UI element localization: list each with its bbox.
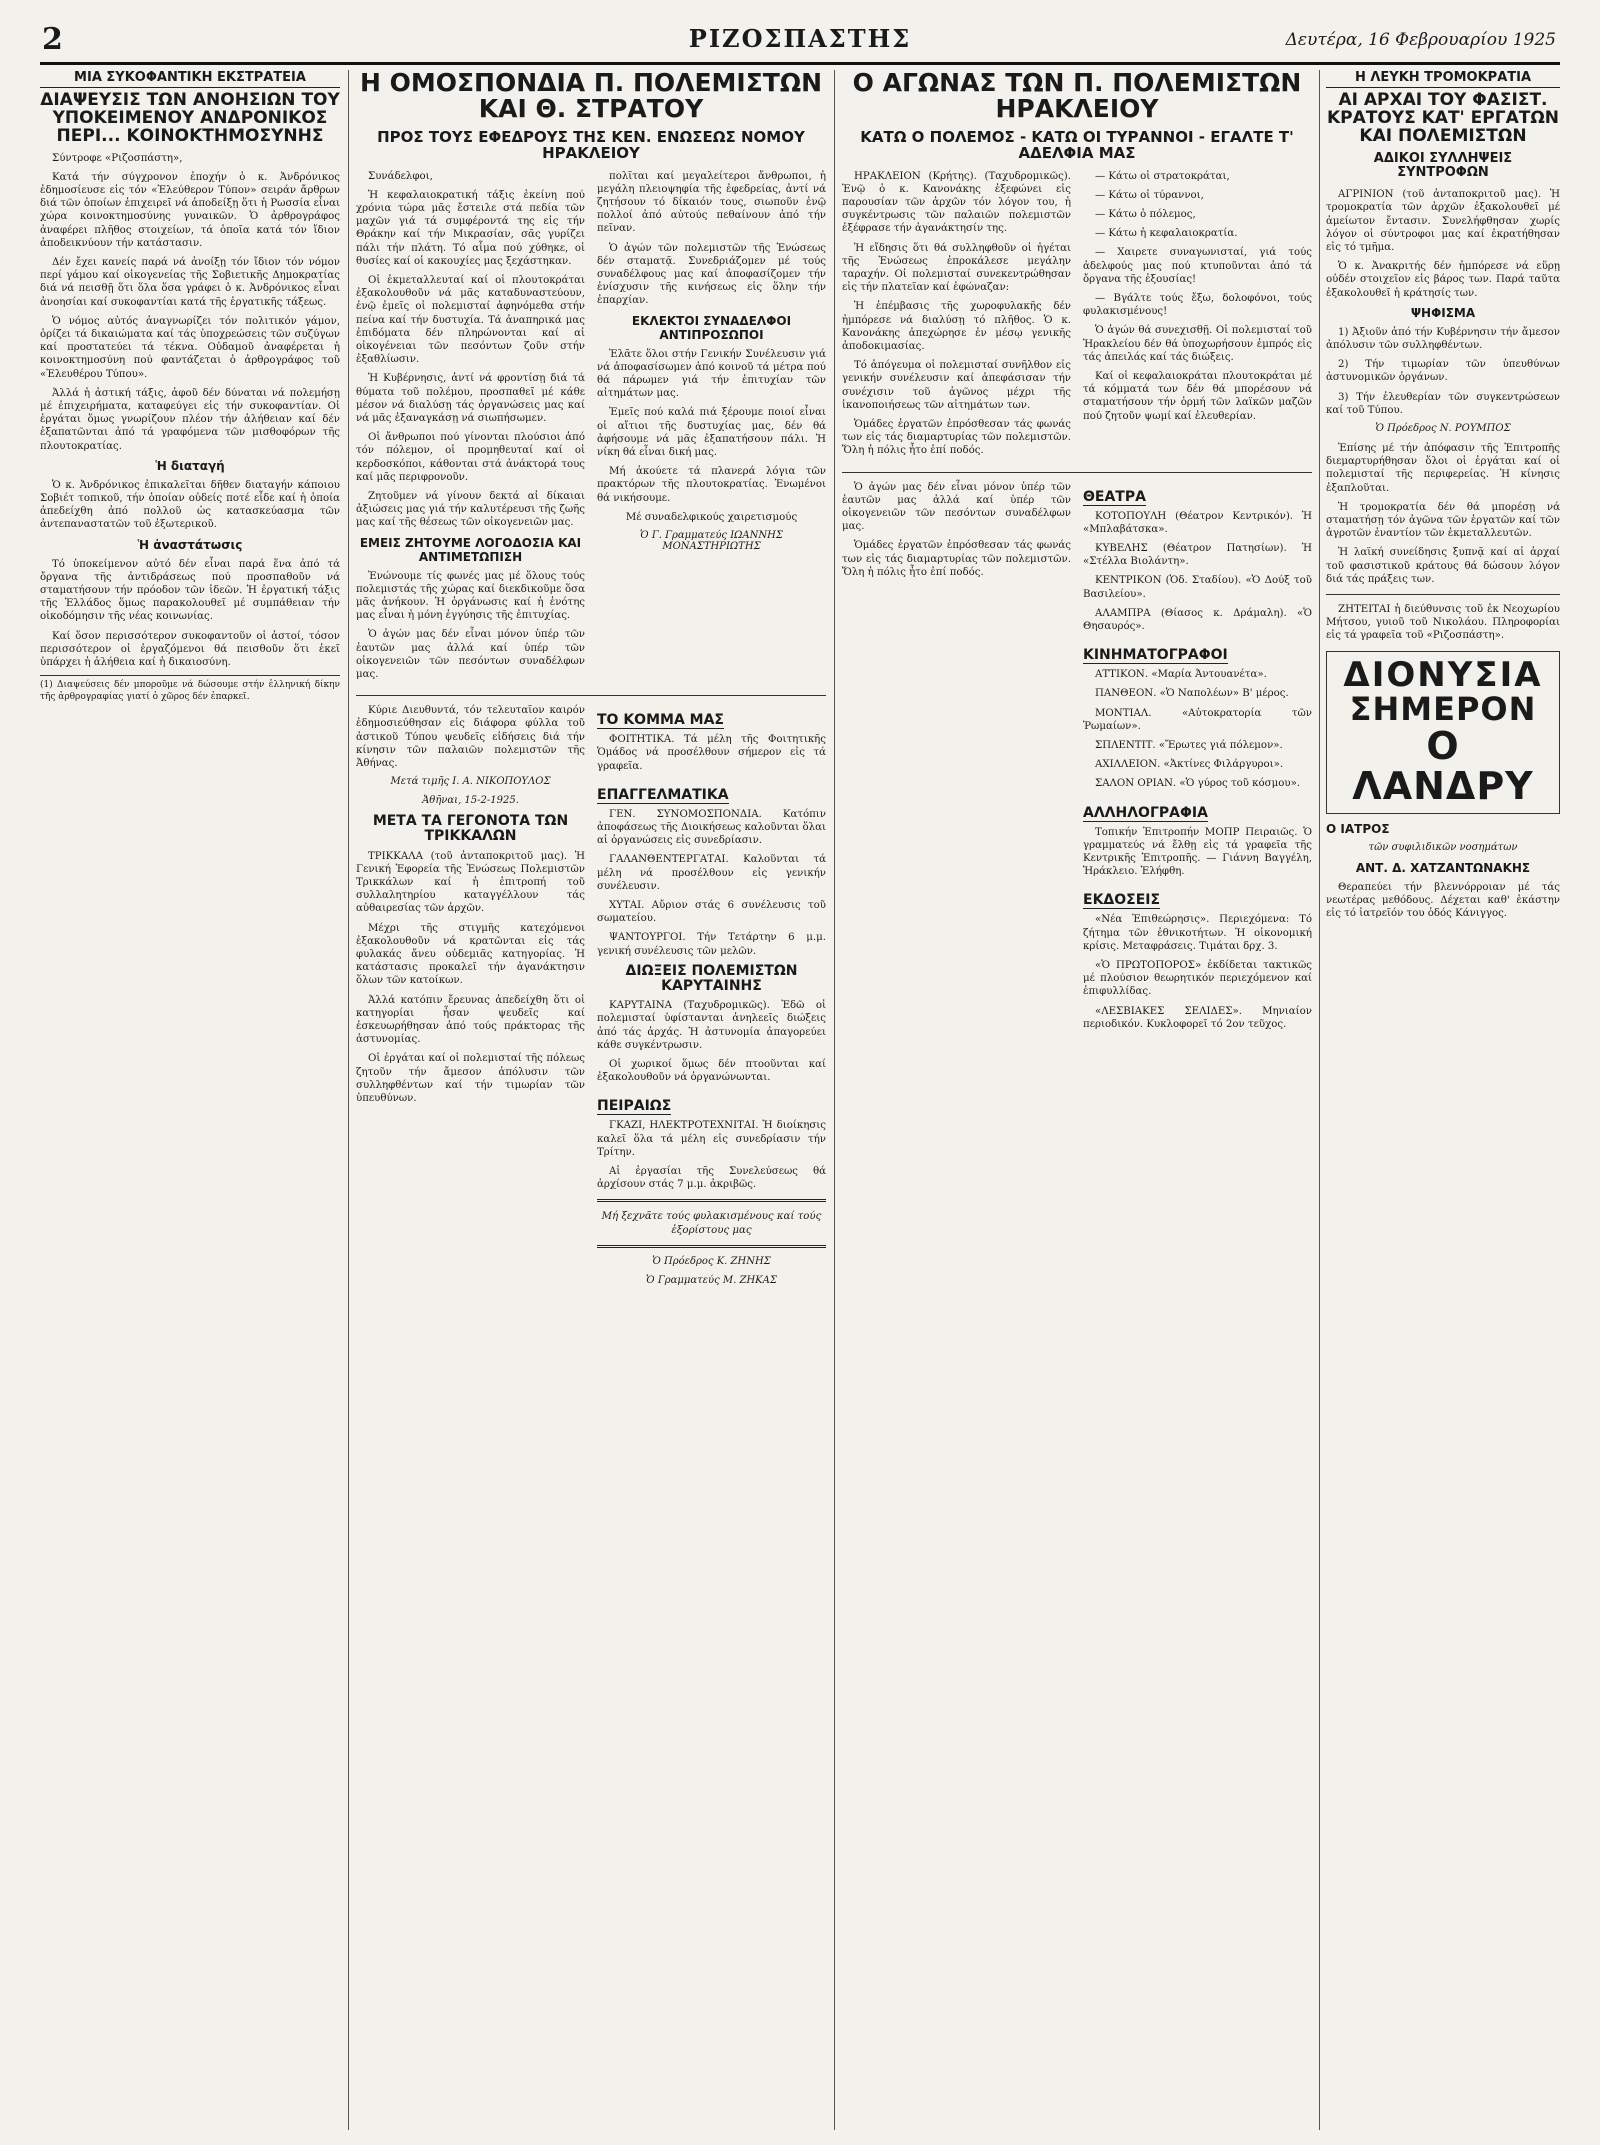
shout-line: — Κάτω οἱ στρατοκράται, bbox=[1095, 170, 1230, 182]
paragraph: ΑΓΡΙΝΙΟΝ (τοῦ ἀνταποκριτοῦ μας). Ἡ τρομοκρατία τῶν ἀρχῶν ἐξακολουθεῖ μέ ἀμείωτον ἔντασιν. Συνελήφθησαν χωρίς λόγον οἱ σύντροφοι μας καί ἐκρατήθησαν εἰς τό τμῆμα. bbox=[1326, 189, 1560, 253]
paragraph: Σύντροφε «Ριζοσπάστη», bbox=[52, 152, 183, 164]
paragraph: ΓΑΛΑΝΘΕΝΤΕΡΓΑΤΑΙ. Καλοῦνται τά μέλη νά προσέλθουν εἰς γενικήν συνέλευσιν. bbox=[597, 854, 826, 892]
subcolumn-left bbox=[356, 704, 585, 1294]
shout-line: — Κάτω οἱ τύραννοι, bbox=[1095, 189, 1204, 201]
ad-line: ΣΗΜΕΡΟΝ bbox=[1349, 690, 1537, 729]
paragraph: Ἐπίσης μέ τήν ἀπόφασιν τῆς Ἐπιτροπῆς διεμαρτυρήθησαν ὅλοι οἱ ἐργάται καί οἱ πολεμισταί τῆς περιφερείας. Ἡ κίνησις ἐξαπλοῦται. bbox=[1326, 442, 1560, 494]
paragraph: ΧΥΤΑΙ. Αὔριον στάς 6 συνέλευσις τοῦ σωματείου. bbox=[597, 900, 826, 925]
cinema-item: ΜΟΝΤΙΑΛ. «Αὐτοκρατορία τῶν Ῥωμαίων». bbox=[1083, 707, 1312, 732]
section-title: ΑΛΛΗΛΟΓΡΑΦΙΑ bbox=[1083, 804, 1208, 821]
paragraph: 2) Τήν τιμωρίαν τῶν ὑπευθύνων ἀστυνομικῶν ὀργάνων. bbox=[1326, 359, 1560, 384]
letter-place: Ἀθῆναι, 15-2-1925. bbox=[422, 795, 519, 807]
paragraph: «ΛΕΣΒΙΑΚΕΣ ΣΕΛΙΔΕΣ». Μηνιαίον περιοδικόν. Κυκλοφορεῖ τό 2ον τεῦχος. bbox=[1083, 1005, 1312, 1030]
signature: Ὁ Γραμματεύς Μ. ΖΗΚΑΣ bbox=[646, 1274, 777, 1286]
paragraph: Ὁ κ. Ἀνδρόνικος ἐπικαλεῖται δῆθεν διαταγήν κάποιου Σοβιέτ τοπικοῦ, τήν ὁποίαν οὐδείς ποτέ εἶδε καί ἡ ὁποία ἀπεδείχθη ἀπό πολλοῦ ὡς κατασκεύασμα τῶν ἀντεπαναστατῶν τοῦ ἐξωτερικοῦ. bbox=[40, 479, 340, 531]
divider bbox=[1326, 594, 1560, 595]
paragraph: Ὁ ἀγών μας δέν εἶναι μόνον ὑπέρ τῶν ἑαυτῶν μας ἀλλά καί ὑπέρ τῶν οἰκογενειῶν τῶν πεσόντων συναδέλφων μας. bbox=[842, 481, 1071, 533]
subcolumn-right bbox=[597, 704, 826, 1294]
doctor-name: ΑΝΤ. Δ. ΧΑΤΖΑΝΤΩΝΑΚΗΣ bbox=[1355, 860, 1531, 875]
paragraph: Ἡ εἴδησις ὅτι θά συλληφθοῦν οἱ ἡγέται τῆς Ἑνώσεως ἐπροκάλεσε μεγάλην ταραχήν. Οἱ πολεμισταί συνεκεντρώθησαν εἰς τήν πλατεῖαν καί ἐφώναζαν: bbox=[842, 242, 1071, 294]
paragraph: Ὁ ἀγών μας δέν εἶναι μόνον ὑπέρ τῶν ἑαυτῶν μας ἀλλά καί ὑπέρ τῶν οἰκογενειῶν τῶν πεσόντων συναδέλφων μας. bbox=[356, 629, 585, 680]
salutation: Συνάδελφοι, bbox=[368, 170, 433, 182]
paragraph: Ὁμάδες ἐργατῶν ἐπρόσθεσαν τάς φωνάς των εἰς τάς διαμαρτυρίας τῶν πολεμιστῶν. Ὅλη ἡ πόλις ἦτο ἐπί ποδός. bbox=[842, 540, 1071, 578]
paragraph: Ὁ κ. Ἀνακριτής δέν ἠμπόρεσε νά εὕρῃ οὐδέν στοιχεῖον εἰς βάρος των. Παρά ταῦτα ἐξακολουθεῖ ἡ κράτησίς των. bbox=[1326, 261, 1560, 299]
doctor-ad-title: Ο ΙΑΤΡΟΣ bbox=[1326, 821, 1390, 836]
paragraph: Ὁ ἀγών θά συνεχισθῇ. Οἱ πολεμισταί τοῦ Ἡρακλείου δέν θά ὑποχωρήσουν ἐμπρός εἰς τάς ἀπειλάς καί τάς διώξεις. bbox=[1083, 325, 1312, 363]
issue-date: Δευτέρα, 16 Φεβρουαρίου 1925 bbox=[1285, 30, 1556, 50]
cinema-item: ΣΠΛΕΝΤΙΤ. «Ἔρωτες γιά πόλεμον». bbox=[1095, 740, 1283, 751]
wanted-notice: ΖΗΤΕΙΤΑΙ ἡ διεύθυνσις τοῦ ἐκ Νεοχωρίου Μήτσου, γυιοῦ τοῦ Νικολάου. Πληροφορίαι εἰς τά γραφεῖα τοῦ «Ριζοσπάστη». bbox=[1326, 604, 1560, 642]
paragraph: 3) Τήν ἐλευθερίαν τῶν συγκεντρώσεων καί τοῦ Τύπου. bbox=[1326, 391, 1560, 416]
section-title: ΚΙΝΗΜΑΤΟΓΡΑΦΟΙ bbox=[1083, 647, 1228, 664]
paragraph: Δέν ἔχει κανείς παρά νά ἀνοίξῃ τόν ἴδιον τόν νόμον περί γάμου καί οἰκογενείας τῆς Σοβιετικῆς Δημοκρατίας διά νά πεισθῇ ὅτι ὅλα ὅσα γράφει ὁ κ. Ἀνδρόνικος εἶναι ἀνοησίαι καί συκοφαντίαι κατά τῆς ἐργατικῆς τάξεως. bbox=[40, 256, 340, 308]
paragraph: Ἡ τρομοκρατία δέν θά μπορέσῃ νά σταματήσῃ τόν ἀγῶνα τῶν ἐργατῶν καί τῶν ἀγροτῶν ἐναντίον τῶν ἐκμεταλλευτῶν. bbox=[1326, 501, 1560, 540]
theatre-item: ΚΟΤΟΠΟΥΛΗ (Θέατρον Κεντρικόν). Ἡ «Μπλαβάτσκα». bbox=[1083, 510, 1312, 535]
paragraph: «Νέα Ἐπιθεώρησις». Περιεχόμενα: Τό ζήτημα τῶν ἐθνικοτήτων. Ἡ οἰκονομική κρίσις. Μεταφράσεις. Τιμάται δρχ. 3. bbox=[1083, 914, 1312, 952]
paragraph: Ὁ νόμος αὐτός ἀναγνωρίζει τόν πολιτικόν γάμον, ὁρίζει τά δικαιώματα καί τάς ὑποχρεώσεις τῶν συζύγων καί προστατεύει τά τέκνα. Οὐδαμοῦ ἀναφέρεται ἡ κοινοκτημοσύνη πού φαντάζεται ὁ ἀρθρογράφος τοῦ «Ἐλευθέρου Τύπου». bbox=[40, 315, 340, 380]
paragraph: ΓΕΝ. ΣΥΝΟΜΟΣΠΟΝΔΙΑ. Κατόπιν ἀποφάσεως τῆς Διοικήσεως καλοῦνται ὅλαι αἱ ὀργανώσεις εἰς συνεδρίασιν. bbox=[597, 808, 826, 847]
cinema-item: ΣΑΛΟΝ ΟΡΙΑΝ. «Ὁ γύρος τοῦ κόσμου». bbox=[1095, 778, 1301, 790]
divider bbox=[597, 1245, 826, 1248]
paragraph: Θεραπεύει τήν βλεννόρροιαν μέ τάς νεωτέρας μεθόδους. Δέχεται καθ' ἑκάστην εἰς τό ἰατρεῖόν του ὁδός Κάνιγγος. bbox=[1326, 881, 1560, 920]
paragraph: Καί οἱ κεφαλαιοκράται πλουτοκράται μέ τά κόμματά των δέν θά μπορέσουν νά σταματήσουν τήν ὁρμή τῶν λαϊκῶν μαζῶν πού ζητοῦν ψωμί καί ἐλευθερίαν. bbox=[1083, 370, 1312, 422]
ad-line: Ο ΛΑΝΔΡΥ bbox=[1352, 723, 1534, 808]
article-body bbox=[356, 170, 826, 688]
paragraph: 1) Ἀξιοῦν ἀπό τήν Κυβέρνησιν τήν ἄμεσον ἀπόλυσιν τῶν συλληφθέντων. bbox=[1326, 326, 1560, 351]
theatre-ad bbox=[1326, 651, 1560, 814]
column-2 bbox=[356, 70, 826, 2130]
divider bbox=[356, 695, 826, 696]
article-headline: ΑΙ ΑΡΧΑΙ ΤΟΥ ΦΑΣΙΣΤ. ΚΡΑΤΟΥΣ ΚΑΤ' ΕΡΓΑΤΩΝ ΚΑΙ ΠΟΛΕΜΙΣΤΩΝ bbox=[1326, 90, 1560, 146]
listings bbox=[842, 481, 1312, 1037]
shout-line: — Κάτω ὁ πόλεμος, bbox=[1095, 208, 1196, 220]
paragraph: «Ὁ ΠΡΩΤΟΠΟΡΟΣ» ἐκδίδεται τακτικῶς μέ πλούσιον θεωρητικόν περιεχόμενον καί ἐπιφυλλίδας. bbox=[1083, 960, 1312, 998]
article-headline: Η ΟΜΟΣΠΟΝΔΙΑ Π. ΠΟΛΕΜΙΣΤΩΝ ΚΑΙ Θ. ΣΤΡΑΤΟΥ bbox=[359, 70, 823, 124]
column-1 bbox=[40, 70, 340, 2130]
subcolumn-left bbox=[842, 170, 1071, 464]
column-rule bbox=[348, 70, 349, 2130]
paragraph: ΦΟΙΤΗΤΙΚΑ. Τά μέλη τῆς Φοιτητικῆς Ὁμάδος νά προσέλθουν σήμερον εἰς τά γραφεῖα. bbox=[597, 734, 826, 772]
paragraph: Αἱ ἐργασίαι τῆς Συνελεύσεως θά ἀρχίσουν στάς 7 μ.μ. ἀκριβῶς. bbox=[597, 1166, 826, 1191]
section-subhead: ΕΜΕΙΣ ΖΗΤΟΥΜΕ ΛΟΓΟΔΟΣΙΑ ΚΑΙ ΑΝΤΙΜΕΤΩΠΙΣΗ bbox=[359, 535, 582, 564]
theatre-item: ΑΛΑΜΠΡΑ (Θίασος κ. Δράμαλη). «Ὁ Θησαυρός». bbox=[1083, 607, 1312, 632]
subcolumn-right bbox=[597, 170, 826, 688]
paragraph: Ἐλᾶτε ὅλοι στήν Γενικήν Συνέλευσιν γιά νά ἀποφασίσωμεν ἀπό κοινοῦ τά μέτρα πού θά πάρωμεν γιά τήν ἐπιτυχίαν τῶν αἰτημάτων μας. bbox=[597, 348, 826, 400]
paragraph: Ὁ ἀγών τῶν πολεμιστῶν τῆς Ἑνώσεως δέν σταματᾷ. Συνεδριάζομεν μέ τούς συναδέλφους μας καί ἀποφασίζομεν τήν ἐνίσχυσιν τῆς κινήσεως εἰς ὅλην τήν ἐπαρχίαν. bbox=[597, 242, 826, 307]
paragraph: Τό ὑποκείμενον αὐτό δέν εἶναι παρά ἕνα ἀπό τά ὄργανα τῆς ἀντιδράσεως πού προσπαθοῦν νά σταματήσουν τήν πρόοδον τῶν ἰδεῶν. Ἡ ἐργατική τάξις τῆς Ἑλλάδος ὅμως παρακολουθεῖ μέ συμπάθειαν τήν οἰκοδόμησιν τῆς νέας κοινωνίας. bbox=[40, 558, 340, 623]
cinema-item: ΑΧΙΛΛΕΙΟΝ. «Ἀκτίνες Φιλάργυροι». bbox=[1095, 759, 1284, 771]
section-subhead: Ἡ ἀναστάτωσις bbox=[137, 537, 243, 552]
paragraph: Ἡ ἐπέμβασις τῆς χωροφυλακῆς δέν ἠμπόρεσε νά διαλύσῃ τό πλῆθος. Ὁ κ. Κανονάκης ἀπεχώρησε ἐν μέσῳ γενικῆς ἀποδοκιμασίας. bbox=[842, 301, 1071, 352]
theatre-item: ΚΥΒΕΛΗΣ (Θέατρον Πατησίων). Ἡ «Στέλλα Βιολάντη». bbox=[1083, 542, 1312, 568]
signature: Μετά τιμῆς Ι. Α. ΝΙΚΟΠΟΥΛΟΣ bbox=[390, 776, 551, 788]
paragraph: Ἐνώνουμε τίς φωνές μας μέ ὅλους τούς πολεμιστάς τῆς χώρας καί διεκδικοῦμε ὅσα μᾶς ἀνήκουν. Ἡ ὀργάνωσις καί ἡ ἑνότης μας εἶναι ἡ μόνη ἐγγύησις τῆς ἐπιτυχίας. bbox=[356, 570, 585, 622]
paragraph: Οἱ χωρικοί ὅμως δέν πτοοῦνται καί ἐξακολουθοῦν νά ὀργανώνωνται. bbox=[597, 1059, 826, 1084]
paragraph: Καί ὅσον περισσότερον συκοφαντοῦν οἱ ἀστοί, τόσον περισσότερον οἱ ἐργαζόμενοι θά πεισθοῦν ὅτι ἐκεῖ ὑπάρχει ἡ ἀλήθεια καί ἡ δικαιοσύνη. bbox=[40, 630, 340, 669]
paragraph: Οἱ ἐργάται καί οἱ πολεμισταί τῆς πόλεως ζητοῦν τήν ἄμεσον ἀπόλυσιν τῶν συλληφθέντων καί τήν τιμωρίαν τῶν ὑπευθύνων. bbox=[356, 1053, 585, 1105]
paragraph: ΚΑΡΥΤΑΙΝΑ (Ταχυδρομικῶς). Ἐδῶ οἱ πολεμισταί ὑφίστανται ἀνηλεεῖς διώξεις ἀπό τάς ἀρχάς. Ἡ ἀστυνομία ἀπαγορεύει κάθε συγκέντρωσιν. bbox=[597, 1000, 826, 1051]
masthead bbox=[40, 18, 1560, 65]
article-subhead: ΚΑΤΩ Ο ΠΟΛΕΜΟΣ - ΚΑΤΩ ΟΙ ΤΥΡΑΝΝΟΙ - ΕΓΑΛΤΕ Τ' ΑΔΕΛΦΙΑ ΜΑΣ bbox=[860, 127, 1294, 162]
article-subhead: ΠΡΟΣ ΤΟΥΣ ΕΦΕΔΡΟΥΣ ΤΗΣ ΚΕΝ. ΕΝΩΣΕΩΣ ΝΟΜΟΥ ΗΡΑΚΛΕΙΟΥ bbox=[377, 127, 805, 162]
paragraph: ΨΑΝΤΟΥΡΓΟΙ. Τήν Τετάρτην 6 μ.μ. γενική συνέλευσις τῶν μελῶν. bbox=[597, 932, 826, 957]
paragraph: Τό ἀπόγευμα οἱ πολεμισταί συνῆλθον εἰς γενικήν συνέλευσιν καί ἀπεφάσισαν τήν συνέχισιν τοῦ ἀγῶνος μέχρι τῆς ἱκανοποιήσεως τῶν αἰτημάτων των. bbox=[842, 360, 1071, 411]
page-number: 2 bbox=[42, 22, 63, 57]
shout-line: — Κάτω ἡ κεφαλαιοκρατία. bbox=[1095, 228, 1238, 240]
paragraph: ΤΡΙΚΚΑΛΑ (τοῦ ἀνταποκριτοῦ μας). Ἡ Γενική Ἐφορεία τῆς Ἐνώσεως Πολεμιστῶν Τρικκάλων καί ἡ ἐπιτροπή τοῦ συλλαλητηρίου καταγγέλλουν τάς αὐθαιρεσίας τῶν ἀρχῶν. bbox=[356, 850, 585, 915]
section-subhead: ΨΗΦΙΣΜΑ bbox=[1410, 305, 1476, 320]
theatre-item: ΚΕΝΤΡΙΚΟΝ (Ὁδ. Σταδίου). «Ὁ Δούξ τοῦ Βασιλείου». bbox=[1083, 575, 1312, 600]
doctor-ad-subtitle: τῶν συφιλιδικῶν νοσημάτων bbox=[1368, 841, 1518, 853]
signature: Ὁ Πρόεδρος Κ. ΖΗΝΗΣ bbox=[652, 1255, 771, 1267]
subcolumn-right bbox=[1083, 481, 1312, 1037]
paragraph: Οἱ ἄνθρωποι πού γίνονται πλούσιοι ἀπό τόν πόλεμον, οἱ προμηθευταί καί οἱ κερδοσκόποι, κάθονται στά ἀνάκτορά τους καί μᾶς περιφρονοῦν. bbox=[356, 432, 585, 483]
article-headline: ΔΙΩΞΕΙΣ ΠΟΛΕΜΙΣΤΩΝ ΚΑΡΥΤΑΙΝΗΣ bbox=[625, 962, 798, 994]
article-headline: Ο ΑΓΩΝΑΣ ΤΩΝ Π. ΠΟΛΕΜΙΣΤΩΝ ΗΡΑΚΛΕΙΟΥ bbox=[852, 70, 1302, 124]
article-headline: ΔΙΑΨΕΥΣΙΣ ΤΩΝ ΑΝΟΗΣΙΩΝ ΤΟΥ ΥΠΟΚΕΙΜΕΝΟΥ ΑΝΔΡΟΝΙΚΟΣ ΠΕΡΙ... ΚΟΙΝΟΚΤΗΜΟΣΥΝΗΣ bbox=[40, 90, 340, 146]
column-rule bbox=[1319, 70, 1320, 2130]
subcolumn-left bbox=[356, 170, 585, 688]
lower-articles bbox=[356, 704, 826, 1294]
paragraph: Ζητοῦμεν νά γίνουν δεκτά αἱ δίκαιαι ἀξιώσεις μας γιά τήν καλυτέρευσι τῆς ζωῆς μας καί τῆς θέσεως τῶν οἰκογενειῶν μας. bbox=[356, 490, 585, 529]
paragraph: ΗΡΑΚΛΕΙΟΝ (Κρήτης). (Ταχυδρομικῶς). Ἐνῷ ὁ κ. Κανονάκης ἐξεφώνει εἰς παρουσίαν τῶν ἀρχῶν τόν λόγον του, ἡ συγκέντρωσις τῶν παλαιῶν πολεμιστῶν ἐξέφρασε τήν ἀγανάκτησίν της. bbox=[842, 170, 1071, 235]
divider bbox=[597, 1199, 826, 1202]
signature: Ὁ Πρόεδρος Ν. ΡΟΥΜΠΟΣ bbox=[1375, 422, 1511, 434]
paragraph: — Βγάλτε τούς ἔξω, δολοφόνοι, τούς φυλακισμένους! bbox=[1083, 292, 1312, 318]
paragraph: Ἐμεῖς πού καλά πιά ξέρουμε ποιοί εἶναι οἱ αἴτιοι τῆς δυστυχίας μας, δέν θά ἀφήσουμε νά μᾶς ἐξαπατήσουν πάλι. Ἡ νίκη θά εἶναι δική μας. bbox=[597, 407, 826, 458]
article-kicker: Η ΛΕΥΚΗ ΤΡΟΜΟΚΡΑΤΙΑ bbox=[1326, 70, 1560, 88]
paragraph: Κύριε Διευθυντά, τόν τελευταῖον καιρόν ἐδημοσιεύθησαν εἰς διάφορα φύλλα τοῦ ἀστικοῦ Τύπου ψευδεῖς εἰδήσεις διά τήν κίνησιν τῶν παλαιῶν πολεμιστῶν τῆς Ἀθήνας. bbox=[356, 705, 585, 770]
ad-line: ΔΙΟΝΥΣΙΑ bbox=[1343, 654, 1543, 695]
paper-name: ΡΙΖΟΣΠΑΣΤΗΣ bbox=[688, 24, 912, 53]
divider bbox=[842, 472, 1312, 473]
cinema-item: ΠΑΝΘΕΟΝ. «Ὁ Ναπολέων» Β' μέρος. bbox=[1095, 688, 1289, 700]
signature: Ὁ Γ. Γραμματεύς ΙΩΑΝΝΗΣ ΜΟΝΑΣΤΗΡΙΩΤΗΣ bbox=[640, 529, 783, 552]
footnote: (1) Διαψεύσεις δέν μποροῦμε νά δώσουμε στήν ἑλληνική δίκην τῆς ἀρθρογραφίας γιατί ὁ χῶρος δέν ἐπαρκεῖ. bbox=[40, 675, 340, 703]
cinema-item: ΑΤΤΙΚΟΝ. «Μαρία Ἀντουανέτα». bbox=[1095, 669, 1267, 681]
section-title: ΘΕΑΤΡΑ bbox=[1083, 488, 1146, 505]
paragraph: Μή ἀκούετε τά πλανερά λόγια τῶν πρακτόρων τῆς πλουτοκρατίας. Ἑνωμένοι θά νικήσουμε. bbox=[597, 466, 826, 504]
subcolumn-right bbox=[1083, 170, 1312, 464]
paragraph: — Χαιρετε συναγωνισταί, γιά τούς ἀδελφούς μας πού κτυποῦνται ἀπό τά ὄργανα τῆς ἐξουσίας! bbox=[1083, 247, 1312, 285]
article-subhead: ΑΔΙΚΟΙ ΣΥΛΛΗΨΕΙΣ ΣΥΝΤΡΟΦΩΝ bbox=[1373, 150, 1513, 180]
paragraph: Ἡ κεφαλαιοκρατική τάξις ἐκείνη πού χρόνια τώρα μᾶς ἔστειλε στά πεδία τῶν μαχῶν γιά τά συμφέροντά της εἰς τήν Θράκην καί τήν Μικρασίαν, σᾶς γυρίζει πάλι τήν πλάτη. Τό αἷμα πού χύθηκε, οἱ θυσίες καί οἱ κακουχίες μας ξεχάστηκαν. bbox=[356, 189, 585, 267]
section-title: ΤΟ ΚΟΜΜΑ ΜΑΣ bbox=[597, 712, 724, 729]
article-body bbox=[842, 170, 1312, 464]
paragraph: ΓΚΑΖΙ, ΗΛΕΚΤΡΟΤΕΧΝΙΤΑΙ. Ἡ διοίκησις καλεῖ ὅλα τά μέλη εἰς συνεδρίασιν τήν Τρίτην. bbox=[597, 1120, 826, 1158]
paragraph: Ἡ λαϊκή συνείδησις ξυπνᾷ καί αἱ ἀρχαί τοῦ φασιστικοῦ κράτους θά δώσουν λόγον διά τάς πράξεις των. bbox=[1326, 547, 1560, 585]
paragraph: Τοπικήν Ἐπιτροπήν ΜΟΠΡ Πειραιῶς. Ὁ γραμματεύς νά ἔλθῃ εἰς τά γραφεῖα τῆς Κεντρικῆς Ἐπιτροπῆς. — Γιάννη Βαγγέλη, Ἡράκλειο. Ἐλήφθη. bbox=[1083, 826, 1312, 878]
closing: Μέ συναδελφικούς χαιρετισμούς bbox=[625, 511, 798, 523]
section-subhead: Ἡ διαταγή bbox=[155, 458, 225, 473]
section-title: ΕΠΑΓΓΕΛΜΑΤΙΚΑ bbox=[597, 786, 729, 803]
column-rule bbox=[834, 70, 835, 2130]
notice-box: Μή ξεχνᾶτε τούς φυλακισμένους καί τούς ἐξορίστους μας bbox=[601, 1211, 822, 1236]
paragraph: Κατά τήν σύγχρονον ἐποχήν ὁ κ. Ἀνδρόνικος ἐδημοσίευσε εἰς τόν «Ἐλεύθερον Τύπον» σειράν ἄρθρων διά τῶν ὁποίων ἐπιχειρεῖ νά ἀποδείξῃ ὅτι ἡ Ρωσσία εἶναι χώρα κοινοκτημοσύνης γυναικῶν. Ὁ ἀρθρογράφος ἀναφέρει πλῆθος στοιχείων, τά ὁποῖα κατά τόν ἴδιον ἀποδεικνύουν τήν κατάστασιν. bbox=[40, 171, 340, 249]
article-kicker: ΜΙΑ ΣΥΚΟΦΑΝΤΙΚΗ ΕΚΣΤΡΑΤΕΙΑ bbox=[40, 70, 340, 88]
section-title: ΠΕΙΡΑΙΩΣ bbox=[597, 1098, 672, 1115]
column-4 bbox=[1326, 70, 1560, 2130]
paragraph: Ἀλλά ἡ ἀστική τάξις, ἀφοῦ δέν δύναται νά πολεμήσῃ μέ ἐπιχειρήματα, καταφεύγει εἰς τήν συκοφαντίαν. Οἱ ἐργάται ὅμως γνωρίζουν πλέον τήν ἀλήθειαν καί δέν ἐξαπατῶνται ἀπό τά γραφόμενα τῶν μισθοφόρων τῆς πλουτοκρατίας. bbox=[40, 387, 340, 452]
article-headline: ΜΕΤΑ ΤΑ ΓΕΓΟΝΟΤΑ ΤΩΝ ΤΡΙΚΚΑΛΩΝ bbox=[372, 813, 569, 844]
subcolumn-left bbox=[842, 481, 1071, 1037]
paragraph: Ἀλλά κατόπιν ἔρευνας ἀπεδείχθη ὅτι οἱ κατηγορίαι ἦσαν ψευδεῖς καί ἐσκευωρήθησαν ἀπό τούς πράκτορας τῆς ἀστυνομίας. bbox=[356, 994, 585, 1046]
paragraph: Μέχρι τῆς στιγμῆς κατεχόμενοι ἐξακολουθοῦν νά κρατῶνται εἰς τάς φυλακάς ἄνευ οὐδεμιᾶς κατηγορίας. Ἡ κατάστασις προκαλεῖ τήν ἀγανάκτησιν ὅλων τῶν κατοίκων. bbox=[356, 922, 585, 987]
paragraph: Ὁμάδες ἐργατῶν ἐπρόσθεσαν τάς φωνάς των εἰς τάς διαμαρτυρίας τῶν πολεμιστῶν. Ὅλη ἡ πόλις ἦτο ἐπί ποδός. bbox=[842, 418, 1071, 457]
section-title: ΕΚΔΟΣΕΙΣ bbox=[1083, 892, 1161, 909]
paragraph: Ἡ Κυβέρνησις, ἀντί νά φροντίσῃ διά τά θύματα τοῦ πολέμου, προσπαθεῖ μέ κάθε μέσον νά διαλύσῃ τάς ὀργανώσεις μας καί νά μᾶς ἐξαναγκάσῃ νά σιωπήσωμεν. bbox=[356, 373, 585, 424]
column-3 bbox=[842, 70, 1312, 2130]
section-subhead: ΕΚΛΕΚΤΟΙ ΣΥΝΑΔΕΛΦΟΙ ΑΝΤΙΠΡΟΣΩΠΟΙ bbox=[631, 313, 792, 342]
paragraph: Οἱ ἐκμεταλλευταί καί οἱ πλουτοκράται ἐξακολουθοῦν νά μᾶς καταδυναστεύουν, ἐνῷ ἐμεῖς οἱ πολεμισταί ἀφηνόμεθα στήν πείνα καί τήν δυστυχία. Τά ἀναπηρικά μας ἐπιδόματα δέν πληρώνονται καί αἱ οἰκογένειαι τῶν πεσόντων ζοῦν στήν ἐξαθλίωσιν. bbox=[356, 274, 585, 366]
paragraph: πολῖται καί μεγαλείτεροι ἄνθρωποι, ἡ μεγάλη πλειοψηφία τῆς ἐφεδρείας, ἀντί νά ζητήσουν τό δίκαιόν τους, σιωποῦν ἐνῷ πολλοί ἀπό αὐτούς πεθαίνουν ἀπό τήν πεῖναν. bbox=[597, 170, 826, 235]
